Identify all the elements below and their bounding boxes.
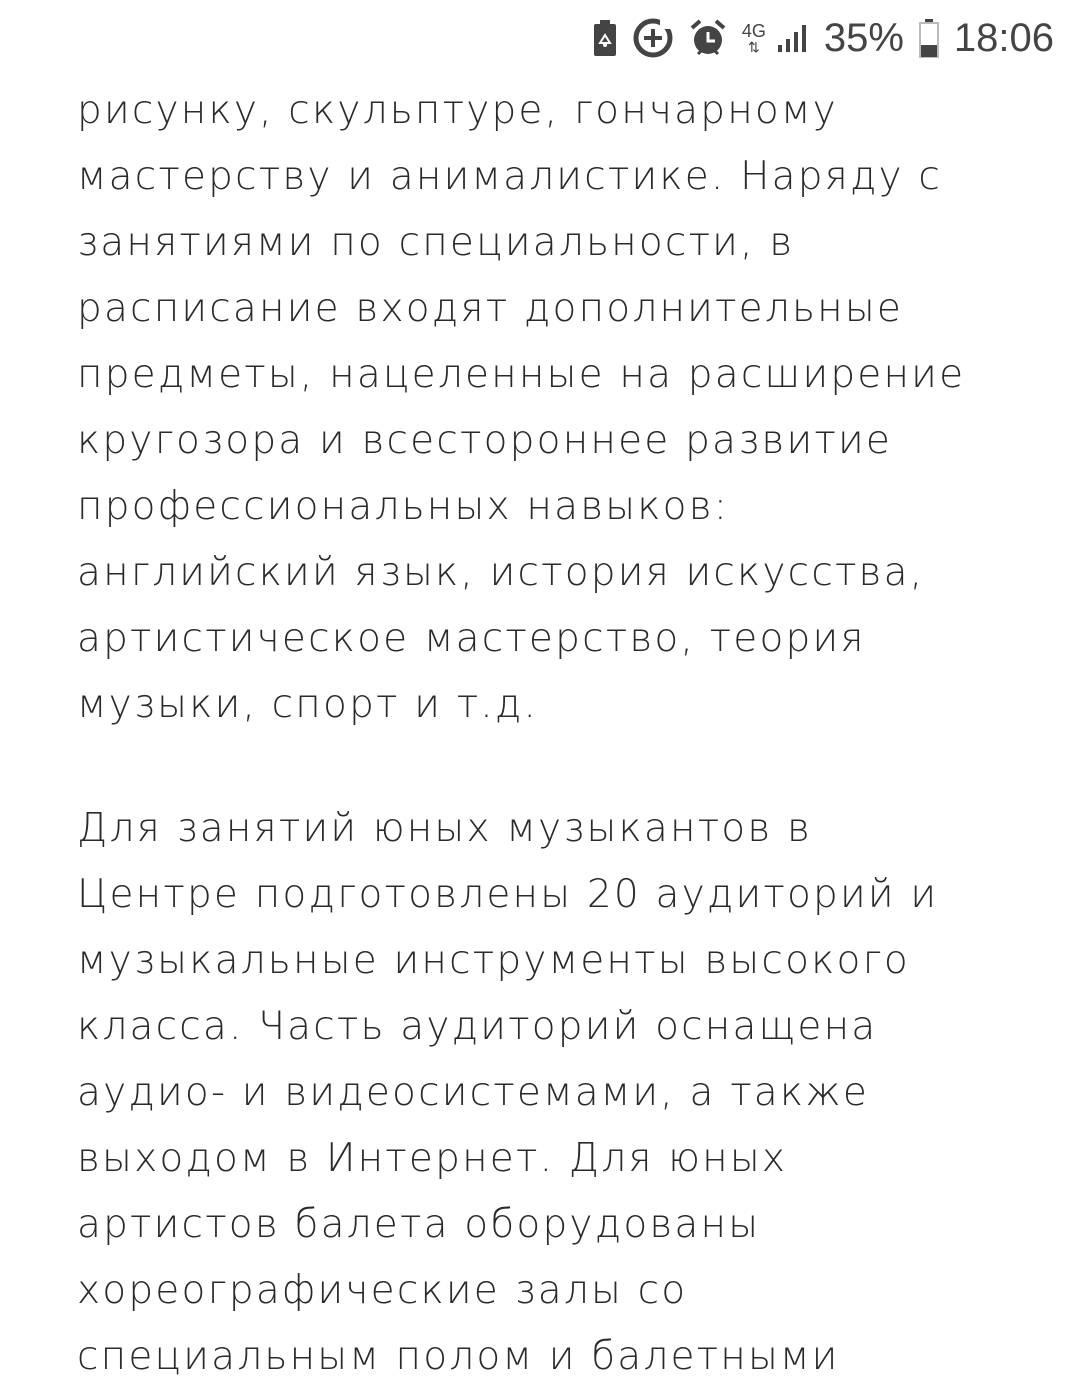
paragraph-line: мастерству и анималистике. Наряду с (77, 154, 943, 199)
alarm-icon (688, 18, 728, 58)
signal-icon (776, 23, 810, 53)
paragraph-line: музыки, спорт и т.д. (77, 682, 539, 727)
paragraph-1 (77, 78, 1037, 738)
battery-fill (921, 45, 937, 57)
battery-icon (918, 18, 940, 58)
battery-percent: 35% (823, 15, 904, 60)
paragraph-2 (77, 796, 1037, 1390)
network-type-label: 4G (741, 21, 766, 41)
clock-time: 18:06 (953, 15, 1054, 60)
paragraph-line: аудио- и видеосистемами, а также (77, 1070, 870, 1115)
network-4g-icon (742, 22, 766, 54)
paragraph-line: английский язык, история искусства, (77, 550, 925, 595)
paragraph-line: кругозора и всестороннее развитие (77, 418, 893, 463)
battery-saver-icon (592, 19, 618, 57)
paragraph-line: специальным полом и балетными (77, 1334, 840, 1379)
paragraph-line: музыкальные инструменты высокого (77, 938, 910, 983)
data-arrows-icon: ⇅ (747, 39, 760, 55)
paragraph-line: профессиональных навыков: (77, 484, 730, 529)
paragraph-line: предметы, нацеленные на расширение (77, 352, 966, 397)
paragraph-line: занятиями по специальности, в (77, 220, 795, 265)
paragraph-spacer (77, 738, 1037, 796)
paragraph-line: выходом в Интернет. Для юных (77, 1136, 788, 1181)
paragraph-line: рисунку, скульптуре, гончарному (77, 88, 838, 133)
data-saver-icon (632, 17, 674, 59)
paragraph-line: артистов балета оборудованы (77, 1202, 761, 1247)
status-bar (0, 0, 1080, 76)
paragraph-line: Центре подготовлены 20 аудиторий и (77, 872, 939, 917)
paragraph-line: Для занятий юных музыкантов в (77, 806, 813, 851)
paragraph-line: хореографические залы со (77, 1268, 688, 1313)
paragraph-line: артистическое мастерство, теория (77, 616, 866, 661)
paragraph-line: расписание входят дополнительные (77, 286, 904, 331)
article-body (77, 78, 1037, 1390)
paragraph-line: класса. Часть аудиторий оснащена (77, 1004, 878, 1049)
